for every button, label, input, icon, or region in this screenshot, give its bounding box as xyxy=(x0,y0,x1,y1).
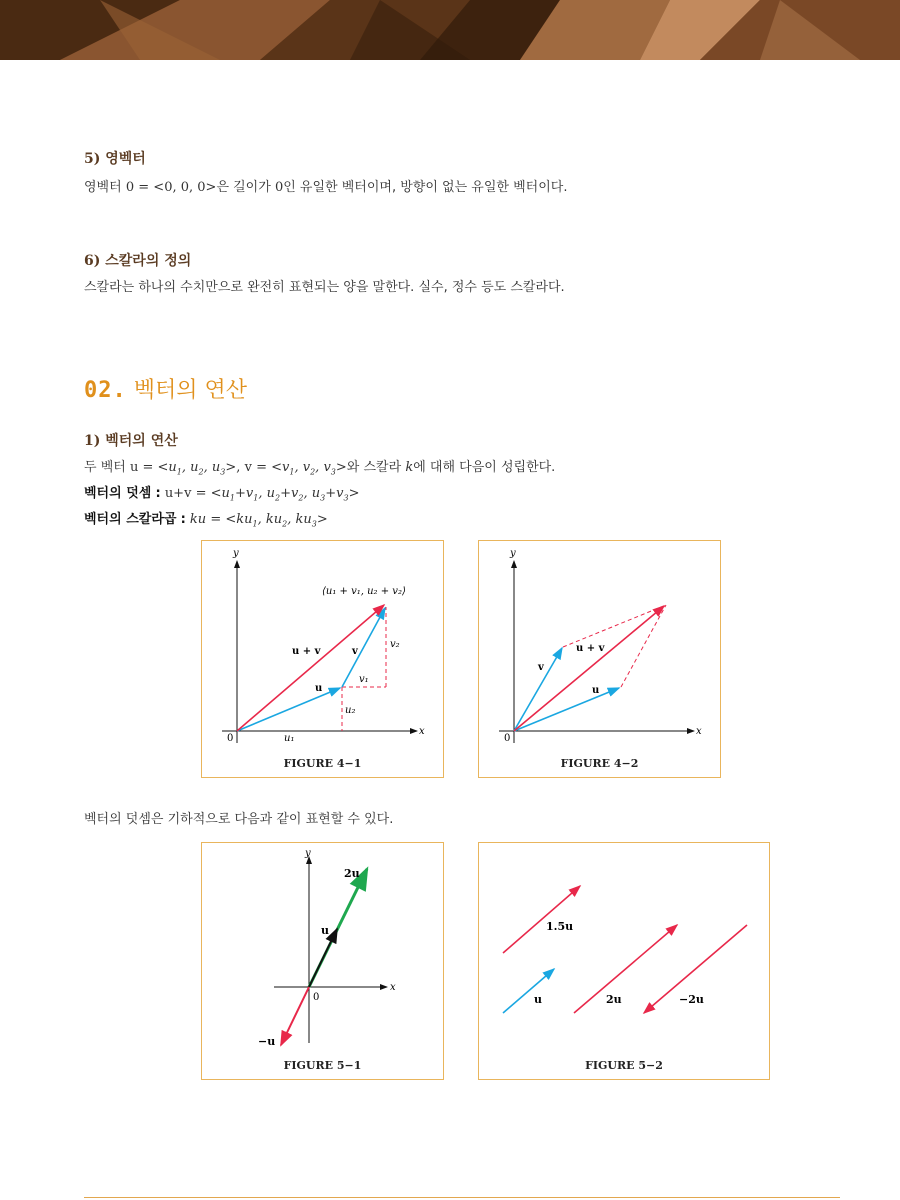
vector-u xyxy=(503,969,554,1013)
geometric-addition-text: 벡터의 덧셈은 기하적으로 다음과 같이 표현할 수 있다. xyxy=(84,812,394,827)
math-sum-components: $<u_1+v_1$, $u_2+v_2$, $u_3+v_3>$ xyxy=(210,486,360,503)
x-label: x xyxy=(419,726,425,737)
scalar-definition-text: 스칼라는 하나의 수치만으로 완전히 표현되는 양을 말한다. 실수, 정수 등도 스칼라다. xyxy=(84,280,565,295)
math-u-components: $<u_1$, $u_2$, $u_3>$ xyxy=(157,460,237,477)
text-run: 와 스칼라 xyxy=(346,460,402,475)
chapter-title: 벡터의 연산 xyxy=(133,378,248,403)
figure-caption: FIGURE 4−2 xyxy=(560,757,639,770)
math-comma: , xyxy=(236,460,241,475)
section-title: 스칼라의 정의 xyxy=(105,253,192,269)
text-run: 은 길이가 xyxy=(216,180,271,195)
figure-5-2 xyxy=(478,842,770,1080)
section-title: 영벡터 xyxy=(105,151,146,167)
vector-definition-line xyxy=(84,456,555,477)
y-label: y xyxy=(510,548,516,559)
math-equals: = xyxy=(138,180,150,195)
header-banner xyxy=(0,0,900,60)
x-label: x xyxy=(696,726,702,737)
colon: : xyxy=(155,486,161,501)
u-plus-v-label: u + v xyxy=(292,646,321,657)
u1-label: u₁ xyxy=(284,733,295,744)
math-v-components: $<v_1$, $v_2$, $v_3>$ xyxy=(271,460,347,477)
origin-label: 0 xyxy=(504,733,511,744)
v1-label: v₁ xyxy=(359,674,369,685)
u-label: u xyxy=(592,685,600,696)
text-run: 에 대해 다음이 성립한다. xyxy=(413,460,556,475)
math-u: u xyxy=(129,460,139,475)
sum-point-label: ⟨u₁ + v₁, u₂ + v₂⟩ xyxy=(322,586,406,597)
math-ku-components: $<ku_1$, $ku_2$, $ku_3>$ xyxy=(225,512,328,529)
figure-5-2-diagram xyxy=(479,843,769,1079)
addition-label: 벡터의 덧셈 xyxy=(84,486,152,501)
scalar-multiplication-line xyxy=(84,508,328,529)
y-label: y xyxy=(233,548,239,559)
y-label: y xyxy=(305,848,311,859)
neg-u-label: −u xyxy=(258,1035,276,1048)
section-number: 6) xyxy=(84,253,101,269)
section-6-heading xyxy=(84,250,191,270)
figure-5-1-diagram xyxy=(202,843,443,1079)
math-equals: = xyxy=(195,486,207,501)
text-run: 인 유일한 벡터이며, 방향이 없는 유일한 벡터이다. xyxy=(283,180,568,195)
vector-u-plus-v xyxy=(237,605,384,731)
u-label: u xyxy=(321,924,329,937)
u-label: u xyxy=(315,683,323,694)
origin-label: 0 xyxy=(313,992,320,1003)
v-label: v xyxy=(352,646,358,657)
text-run: 두 벡터 xyxy=(84,460,126,475)
figure-4-1-diagram xyxy=(202,541,443,777)
figure-caption: FIGURE 5−2 xyxy=(585,1059,663,1072)
math-equals: = xyxy=(256,460,267,475)
math-zero: 0 xyxy=(125,180,135,195)
vector-neg-u xyxy=(281,987,309,1045)
v2-label: v₂ xyxy=(390,639,400,650)
math-u-plus-v: u+v xyxy=(164,486,192,501)
vector-addition-line xyxy=(84,482,359,503)
origin-label: 0 xyxy=(227,733,234,744)
figure-4-2-diagram xyxy=(479,541,720,777)
dashed-parallel-right xyxy=(621,605,666,687)
chapter-number: 02. xyxy=(84,378,127,403)
math-v: v xyxy=(244,460,252,475)
2u-label: 2u xyxy=(344,867,360,880)
section-number: 5) xyxy=(84,151,101,167)
neg-2u-label: −2u xyxy=(679,993,704,1006)
colon: : xyxy=(180,512,186,527)
figure-5-1 xyxy=(201,842,444,1080)
section-title: 벡터의 연산 xyxy=(105,433,178,449)
math-k: k xyxy=(405,460,414,475)
1-5u-label: 1.5u xyxy=(546,920,574,933)
section-5-heading xyxy=(84,148,146,168)
math-equals: = xyxy=(142,460,154,475)
figure-4-2 xyxy=(478,540,721,778)
dashed-parallel-top xyxy=(563,605,666,647)
figure-4-1 xyxy=(201,540,444,778)
math-zero-vector: <0, 0, 0> xyxy=(153,180,217,195)
vector-u xyxy=(237,688,340,731)
text-run: 영벡터 xyxy=(84,180,122,195)
vector-v xyxy=(514,648,562,731)
scalar-mult-label: 벡터의 스칼라곱 xyxy=(84,512,177,527)
figure-caption: FIGURE 4−1 xyxy=(283,757,362,770)
2u-label: 2u xyxy=(606,993,622,1006)
figure-caption: FIGURE 5−1 xyxy=(283,1059,362,1072)
math-ku: ku xyxy=(189,512,207,527)
u-plus-v-label: u + v xyxy=(576,643,605,654)
x-label: x xyxy=(390,982,396,993)
v-label: v xyxy=(538,662,544,673)
section-1-heading xyxy=(84,430,178,450)
section-number: 1) xyxy=(84,433,101,449)
vector-2u xyxy=(574,925,677,1013)
chapter-heading xyxy=(84,373,247,404)
vector-u xyxy=(309,929,337,987)
footer-rule xyxy=(84,1197,840,1198)
u-label: u xyxy=(534,993,542,1006)
u2-label: u₂ xyxy=(345,705,356,716)
math-equals: = xyxy=(210,512,222,527)
vector-u-plus-v xyxy=(514,606,664,731)
zero-vector-text xyxy=(84,176,567,195)
vector-u xyxy=(514,688,619,731)
math-zero: 0 xyxy=(274,180,284,195)
